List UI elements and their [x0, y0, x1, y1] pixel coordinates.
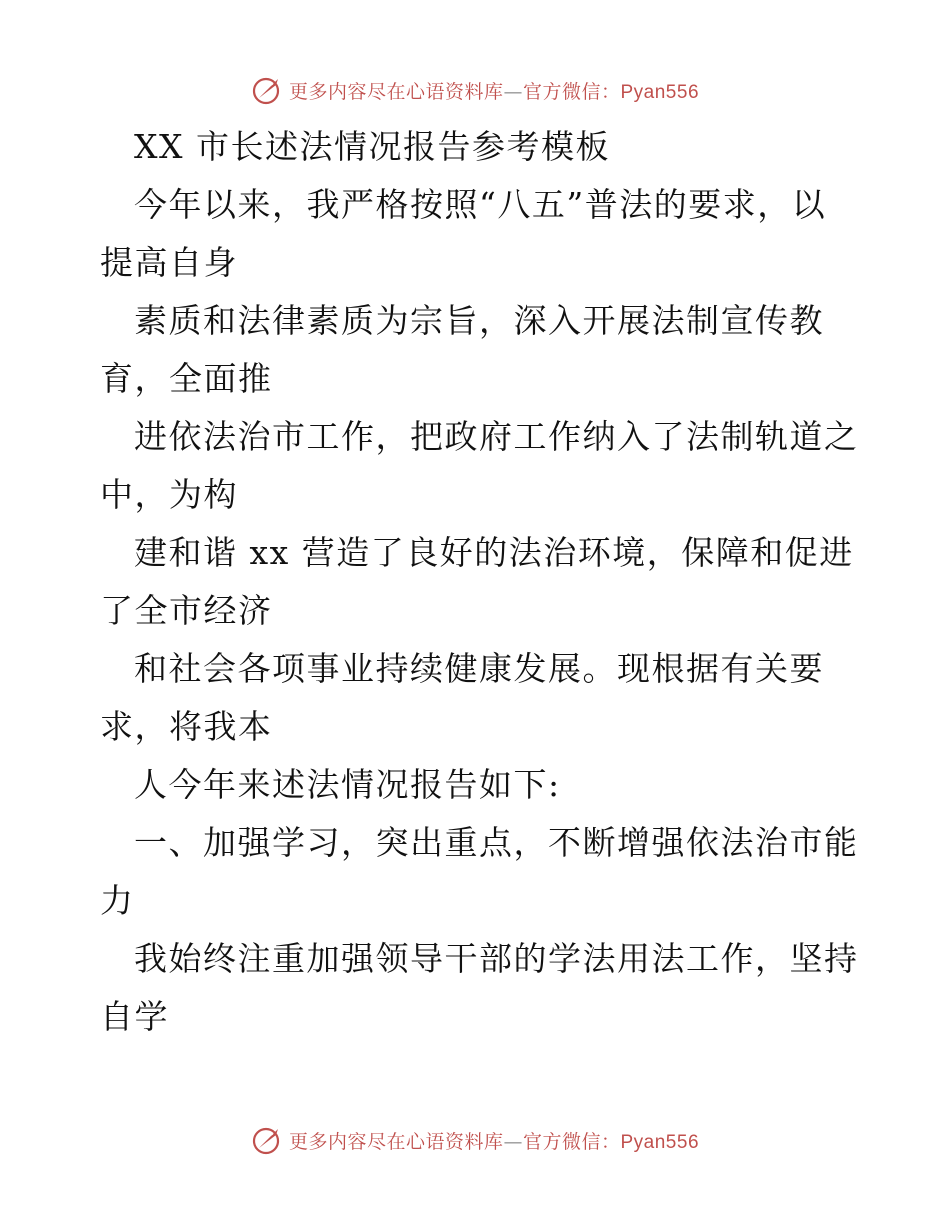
text-line: 人今年来述法情况报告如下:	[134, 765, 561, 804]
text-line: 我始终注重加强领导干部的学法用法工作，坚持	[134, 939, 859, 978]
footer-watermark	[0, 1120, 950, 1160]
text-line: 建和谐 xx 营造了良好的法治环境，保障和促进	[134, 533, 854, 572]
quill-pen-logo-icon	[251, 1124, 283, 1156]
watermark-main-text: 更多内容尽在心语资料库	[288, 1130, 504, 1153]
watermark-label: 官方微信：	[522, 1130, 621, 1153]
watermark-separator: —	[503, 80, 523, 103]
text-line: 了全市经济	[100, 591, 273, 630]
watermark-separator: —	[503, 1130, 523, 1153]
document-title: XX 市长述法情况报告参考模板	[134, 127, 610, 166]
watermark-wechat-id: Pyan556	[620, 1131, 700, 1153]
quill-pen-logo-icon	[251, 74, 283, 106]
text-line: 提高自身	[100, 243, 238, 282]
watermark-label: 官方微信：	[522, 80, 621, 103]
text-line: 求，将我本	[100, 707, 273, 746]
watermark-main-text: 更多内容尽在心语资料库	[288, 80, 504, 103]
text-line: 自学	[100, 997, 169, 1036]
text-line: 进依法治市工作，把政府工作纳入了法制轨道之	[134, 417, 859, 456]
header-watermark	[0, 70, 950, 110]
text-line: 今年以来，我严格按照“八五”普法的要求，以	[134, 185, 827, 224]
watermark-text	[289, 77, 699, 104]
watermark-text	[289, 1127, 699, 1154]
text-line: 中，为构	[100, 475, 238, 514]
section-heading-continued: 力	[100, 881, 135, 920]
text-line: 育，全面推	[100, 359, 273, 398]
section-heading: 一、加强学习，突出重点，不断增强依法治市能	[134, 823, 859, 862]
text-line: 素质和法律素质为宗旨，深入开展法制宣传教	[134, 301, 824, 340]
watermark-wechat-id: Pyan556	[620, 81, 700, 103]
text-line: 和社会各项事业持续健康发展。现根据有关要	[134, 649, 824, 688]
document-body	[100, 118, 860, 1046]
